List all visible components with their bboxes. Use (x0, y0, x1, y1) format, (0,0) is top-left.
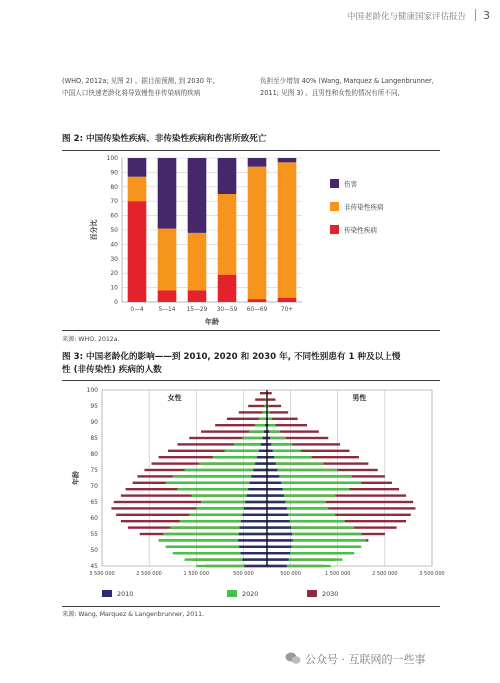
y-tick-label: 10 (110, 284, 118, 292)
male-bar (267, 469, 338, 471)
female-bar (239, 546, 267, 548)
female-bar (238, 539, 267, 541)
legend-swatch (330, 225, 339, 234)
female-bar (260, 392, 267, 394)
legend-label: 2020 (242, 590, 259, 598)
male-bar (267, 469, 277, 471)
y-tick-label: 90 (90, 419, 98, 426)
x-tick-label: 3 500 000 (89, 571, 115, 577)
bar-segment (218, 194, 237, 275)
female-bar (259, 418, 267, 420)
y-tick-label: 50 (110, 227, 118, 234)
figure-3-rule (62, 380, 440, 381)
female-bar (242, 558, 267, 560)
y-tick-label: 20 (110, 270, 118, 278)
x-tick-label: 60—69 (246, 307, 268, 313)
body-text-left (62, 75, 215, 99)
male-bar (267, 405, 281, 407)
figure-2-rule (62, 150, 440, 151)
figure-3-title-line: 性 (非传染性) 疾病的人数 (62, 365, 162, 375)
x-tick-label: 30—59 (216, 307, 238, 313)
y-tick-label: 70 (110, 198, 118, 206)
male-bar (267, 462, 276, 464)
y-tick-label: 60 (110, 212, 118, 220)
female-bar (239, 533, 267, 535)
female-bar (262, 411, 267, 413)
bar-segment (158, 290, 177, 302)
y-tick-label: 70 (90, 483, 98, 490)
female-bar (244, 507, 267, 509)
y-tick-label: 100 (106, 155, 118, 162)
y-tick-label: 0 (114, 299, 118, 306)
female-bar (241, 520, 267, 522)
female-bar (241, 552, 267, 554)
male-bar (267, 558, 289, 560)
male-bar (267, 450, 273, 452)
figure-2-title: 图 2: 中国传染性疾病、非传染性疾病和伤害所致死亡 (62, 134, 267, 144)
y-tick-label: 95 (90, 403, 98, 410)
y-tick-label: 80 (90, 451, 98, 458)
body-text-right (260, 75, 434, 99)
y-tick-label: 30 (110, 255, 118, 263)
bar-segment (278, 158, 297, 162)
bar-segment (128, 158, 147, 177)
female-bar (259, 450, 267, 452)
figure-3-title-line: 图 3: 中国老龄化的影响——到 2010, 2020 和 2030 年, 不同性别患有 1 种及以上慢 (62, 352, 401, 362)
y-tick-label: 50 (90, 547, 98, 554)
legend-swatch (330, 202, 339, 211)
male-bar (267, 482, 281, 484)
legend-label: 2030 (322, 590, 339, 598)
y-tick-label: 40 (110, 241, 118, 249)
x-tick-label: 500 000 (233, 571, 254, 577)
y-axis-label: 百分比 (90, 219, 98, 241)
legend-label: 非传染性疾病 (344, 203, 384, 212)
y-tick-label: 80 (110, 183, 118, 191)
male-bar (267, 392, 272, 394)
female-bar (257, 456, 267, 458)
female-bar (255, 398, 267, 400)
male-bar (267, 411, 288, 413)
legend-swatch (102, 590, 112, 597)
bar-segment (158, 158, 177, 229)
male-bar (267, 507, 287, 509)
legend-swatch (227, 590, 237, 597)
body-line: 2011; 见图 3) 。且男性和女性的情况有所不同, (260, 89, 400, 97)
x-tick-label: 2 500 000 (372, 571, 398, 577)
x-tick-label: 3 500 000 (419, 571, 445, 577)
x-tick-label: 0—4 (130, 307, 144, 313)
x-tick-label: 2 500 000 (136, 571, 162, 577)
legend-swatch (330, 179, 339, 188)
female-bar (240, 526, 267, 528)
female-bar (248, 405, 267, 407)
figure-2-bottom-rule (62, 330, 440, 331)
x-tick-label: 70+ (280, 307, 294, 313)
male-bar (267, 552, 290, 554)
bar-segment (128, 201, 147, 302)
y-tick-label: 60 (90, 515, 98, 522)
female-bar (255, 462, 267, 464)
body-line: 中国人口快速老龄化将导致慢性非传染病的疾病 (62, 89, 201, 97)
male-bar (267, 494, 284, 496)
figure-3-chart (62, 382, 445, 604)
x-tick-label: 15—29 (186, 307, 208, 313)
male-bar (267, 475, 279, 477)
female-bar (245, 501, 267, 503)
male-bar (267, 398, 275, 400)
body-line: (WHO, 2012a; 见图 2) 。据目前预测, 到 2030 年, (62, 77, 215, 85)
body-line: 负担至少增加 40% (Wang, Marquez & Langenbrunner, (260, 77, 434, 85)
female-bar (253, 469, 267, 471)
male-label: 男性 (352, 394, 367, 402)
female-bar (251, 475, 267, 477)
female-bar (242, 514, 267, 516)
male-bar (267, 501, 285, 503)
y-tick-label: 85 (90, 435, 98, 442)
bar-segment (248, 158, 267, 167)
running-header-title: 中国老龄化与健康国家评估报告 (346, 12, 466, 22)
figure-3-source: 来源: Wang, Marquez & Langenbrunner, 2011. (62, 611, 205, 618)
x-tick-label: 500 000 (280, 571, 301, 577)
legend-label: 伤害 (344, 180, 358, 189)
x-tick-label: 1 500 000 (324, 571, 351, 577)
male-bar (267, 546, 292, 548)
bar-segment (128, 177, 147, 201)
figure-3-bottom-rule (62, 606, 440, 607)
male-bar (267, 520, 290, 522)
watermark-text: 公众号 · 互联网的一些事 (305, 653, 426, 666)
male-bar (267, 456, 274, 458)
x-axis-label: 年龄 (205, 318, 219, 326)
bar-segment (278, 298, 297, 302)
bar-segment (278, 162, 297, 297)
y-tick-label: 65 (90, 499, 98, 506)
figure-2-chart (62, 152, 440, 328)
legend-label: 2010 (117, 590, 134, 598)
y-tick-label: 100 (86, 387, 98, 394)
y-tick-label: 45 (90, 563, 98, 570)
male-bar (267, 526, 291, 528)
y-tick-label: 55 (90, 531, 98, 538)
female-bar (247, 494, 267, 496)
male-bar (267, 565, 287, 567)
y-axis-label: 年龄 (72, 471, 80, 485)
header-divider (475, 9, 476, 21)
female-bar (248, 488, 267, 490)
y-tick-label: 75 (90, 467, 98, 474)
figure-3-title (62, 351, 400, 377)
male-bar (267, 488, 283, 490)
male-bar (267, 539, 292, 541)
figure-2-source: 来源: WHO, 2012a. (62, 336, 120, 343)
male-bar (267, 475, 352, 477)
x-tick-label: 1 500 000 (183, 571, 210, 577)
female-bar (244, 565, 267, 567)
bar-segment (248, 299, 267, 302)
bar-segment (218, 158, 237, 194)
bar-segment (218, 275, 237, 302)
legend-swatch (307, 590, 317, 597)
y-tick-label: 90 (110, 169, 118, 177)
female-label: 女性 (167, 394, 182, 402)
wechat-icon (285, 651, 301, 665)
x-tick-label: 5—14 (158, 307, 176, 313)
legend-label: 传染性疾病 (344, 226, 377, 235)
male-bar (267, 533, 292, 535)
bar-segment (248, 167, 267, 299)
female-bar (250, 482, 267, 484)
page-number: 3 (483, 9, 490, 22)
male-bar (267, 514, 288, 516)
female-bar (261, 443, 267, 445)
bar-segment (188, 158, 207, 233)
bar-segment (188, 290, 207, 302)
bar-segment (188, 233, 207, 291)
bar-segment (158, 229, 177, 291)
